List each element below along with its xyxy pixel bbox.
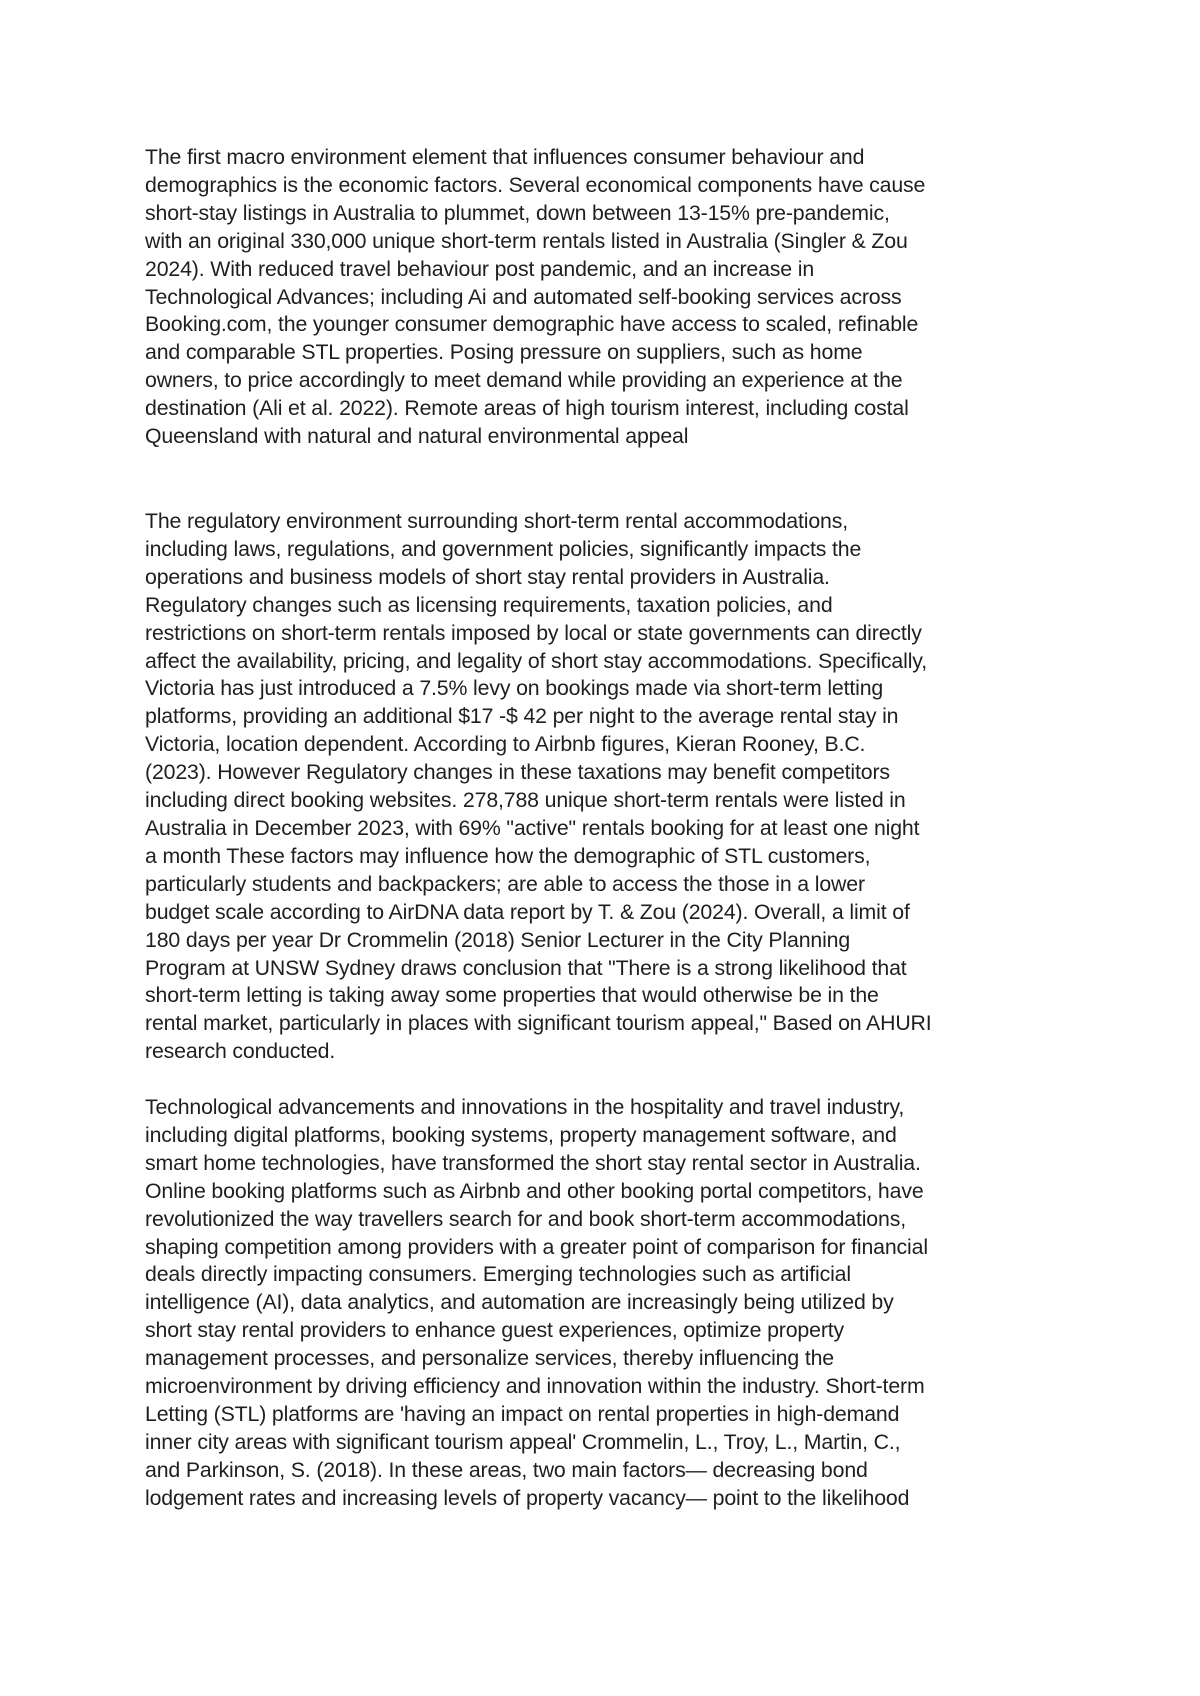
paragraph-technological-advancements: Technological advancements and innovations in the hospitality and travel industry, including digital platforms, booking systems, property management software, and smart home technologies, have transformed the short stay rental sector in Australia. Online booking platforms such as Airbnb and other booking portal competitors, have revolutionized the way travellers search for and book short-term accommodations, shaping competition among providers with a greater point of comparison for financial deals directly impacting consumers. Emerging technologies such as artificial intelligence (AI), data analytics, and automation are increasingly being utilized by short stay rental providers to enhance guest experiences, optimize property management processes, and personalize services, thereby influencing the microenvironment by driving efficiency and innovation within the industry. Short-term Letting (STL) platforms are 'having an impact on rental properties in high-demand inner city areas with significant tourism appeal' Crommelin, L., Troy, L., Martin, C., and Parkinson, S. (2018). In these areas, two main factors— decreasing bond lodgement rates and increasing levels of property vacancy— point to the likelihood [145, 1095, 928, 1510]
paragraph-economic-factors: The first macro environment element that influences consumer behaviour and demographics is the economic factors. Several economical components have cause short-stay listings in Australia to plummet, down between 13-15% pre-pandemic, with an original 330,000 unique short-term rentals listed in Australia (Singler & Zou 2024). With reduced travel behaviour post pandemic, and an increase in Technological Advances; including Ai and automated self-booking services across Booking.com, the younger consumer demographic have access to scaled, refinable and comparable STL properties. Posing pressure on suppliers, such as home owners, to price accordingly to meet demand while providing an experience at the destination (Ali et al. 2022). Remote areas of high tourism interest, including costal Queensland with natural and natural environmental appeal [145, 145, 926, 449]
paragraph-regulatory-environment: The regulatory environment surrounding short-term rental accommodations, including laws, regulations, and government policies, significantly impacts the operations and business models of short stay rental providers in Australia. Regulatory changes such as licensing requirements, taxation policies, and restrictions on short-term rentals imposed by local or state governments can directly affect the availability, pricing, and legality of short stay accommodations. Specifically, Victoria has just introduced a 7.5% levy on bookings made via short-term letting platforms, providing an additional $17 -$ 42 per night to the average rental stay in Victoria, location dependent. According to Airbnb figures, Kieran Rooney, B.C. (2023). However Regulatory changes in these taxations may benefit competitors including direct booking websites. 278,788 unique short-term rentals were listed in Australia in December 2023, with 69% "active" rentals booking for at least one night a month These factors may influence how the demographic of STL customers, particularly students and backpackers; are able to access the those in a lower budget scale according to AirDNA data report by T. & Zou (2024). Overall, a limit of 180 days per year Dr Crommelin (2018) Senior Lecturer in the City Planning Program at UNSW Sydney draws conclusion that "There is a strong likelihood that short-term letting is taking away some properties that would otherwise be in the rental market, particularly in places with significant tourism appeal," Based on AHURI research conducted. [145, 509, 932, 1064]
